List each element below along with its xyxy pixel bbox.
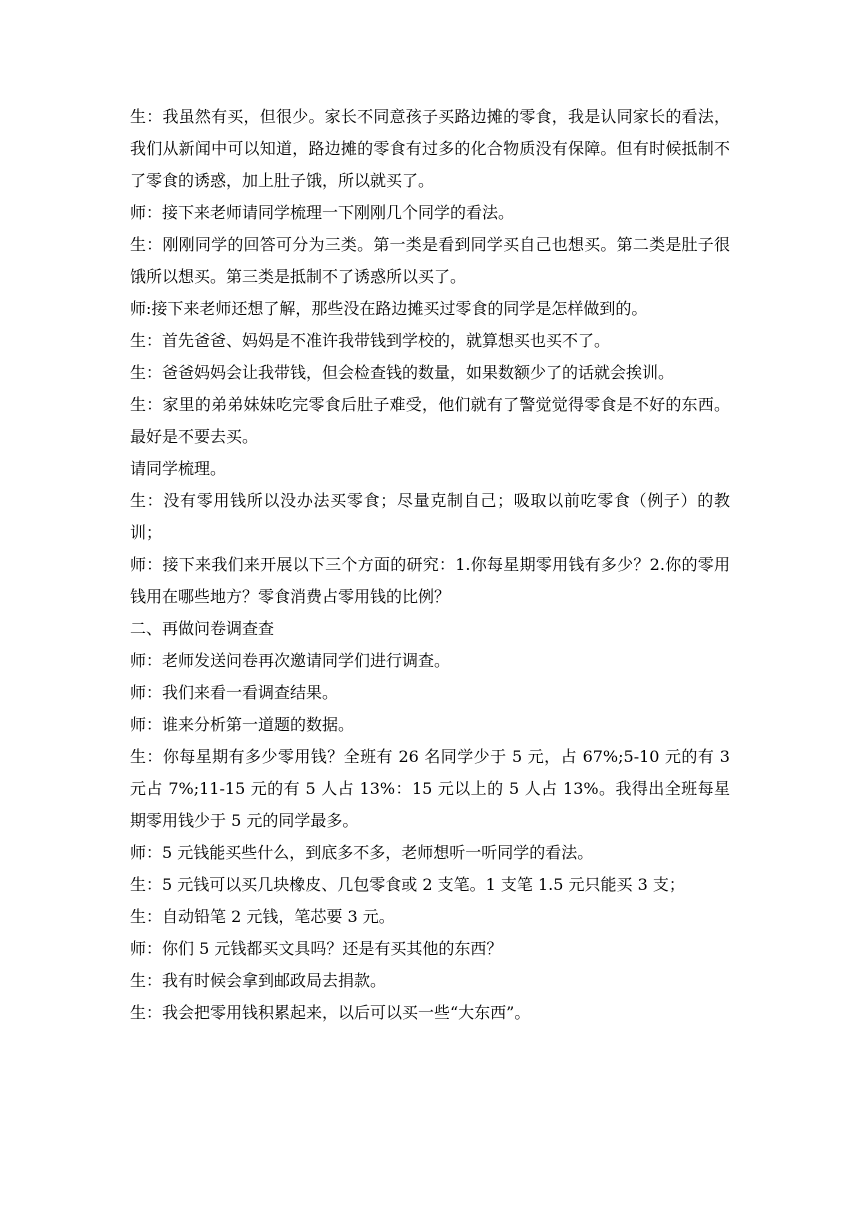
paragraph: 生：首先爸爸、妈妈是不准许我带钱到学校的，就算想买也买不了。 <box>130 331 611 350</box>
document-body <box>130 101 730 1029</box>
paragraph: 生：我虽然有买，但很少。家长不同意孩子买路边摊的零食，我是认同家长的看法，我们从新闻中可以知道，路边摊的零食有过多的化合物质没有保障。但有时候抵制不了零食的诱惑，加上肚子饿，所以就买了。 <box>130 107 730 190</box>
paragraph: 生：自动铅笔 2 元钱，笔芯要 3 元。 <box>130 907 395 926</box>
paragraph: 生：刚刚同学的回答可分为三类。第一类是看到同学买自己也想买。第二类是肚子很饿所以想买。第三类是抵制不了诱惑所以买了。 <box>130 235 730 286</box>
paragraph: 生：5 元钱可以买几块橡皮、几包零食或 2 支笔。1 支笔 1.5 元只能买 3 支； <box>130 875 685 894</box>
section-heading: 二、再做问卷调查查 <box>130 619 275 638</box>
paragraph: 生：爸爸妈妈会让我带钱，但会检查钱的数量，如果数额少了的话就会挨训。 <box>130 363 675 382</box>
paragraph: 师：谁来分析第一道题的数据。 <box>130 715 355 734</box>
paragraph: 师：你们 5 元钱都买文具吗？还是有买其他的东西？ <box>130 939 503 958</box>
paragraph: 生：你每星期有多少零用钱？全班有 26 名同学少于 5 元，占 67%;5-10 元的有 3 元占 7%;11-15 元的有 5 人占 13%：15 元以上的 5 人占 13%。我得出全班每星期零用钱少于 5 元的同学最多。 <box>130 747 730 830</box>
paragraph: 师：接下来我们来开展以下三个方面的研究：1.你每星期零用钱有多少？2.你的零用钱用在哪些地方？零食消费占零用钱的比例？ <box>130 555 730 606</box>
paragraph: 生：没有零用钱所以没办法买零食；尽量克制自己；吸取以前吃零食（例子）的教训； <box>130 491 730 542</box>
paragraph: 师：老师发送问卷再次邀请同学们进行调查。 <box>130 651 451 670</box>
paragraph: 生：家里的弟弟妹妹吃完零食后肚子难受，他们就有了警觉觉得零食是不好的东西。最好是不要去买。 <box>130 395 730 446</box>
paragraph: 师：5 元钱能买些什么，到底多不多，老师想听一听同学的看法。 <box>130 843 594 862</box>
paragraph: 师:接下来老师还想了解，那些没在路边摊买过零食的同学是怎样做到的。 <box>130 299 648 318</box>
paragraph: 生：我有时候会拿到邮政局去捐款。 <box>130 971 387 990</box>
paragraph: 生：我会把零用钱积累起来，以后可以买一些“大东西”。 <box>130 1003 531 1022</box>
paragraph: 师：我们来看一看调查结果。 <box>130 683 339 702</box>
paragraph: 请同学梳理。 <box>130 459 227 478</box>
paragraph: 师：接下来老师请同学梳理一下刚刚几个同学的看法。 <box>130 203 515 222</box>
